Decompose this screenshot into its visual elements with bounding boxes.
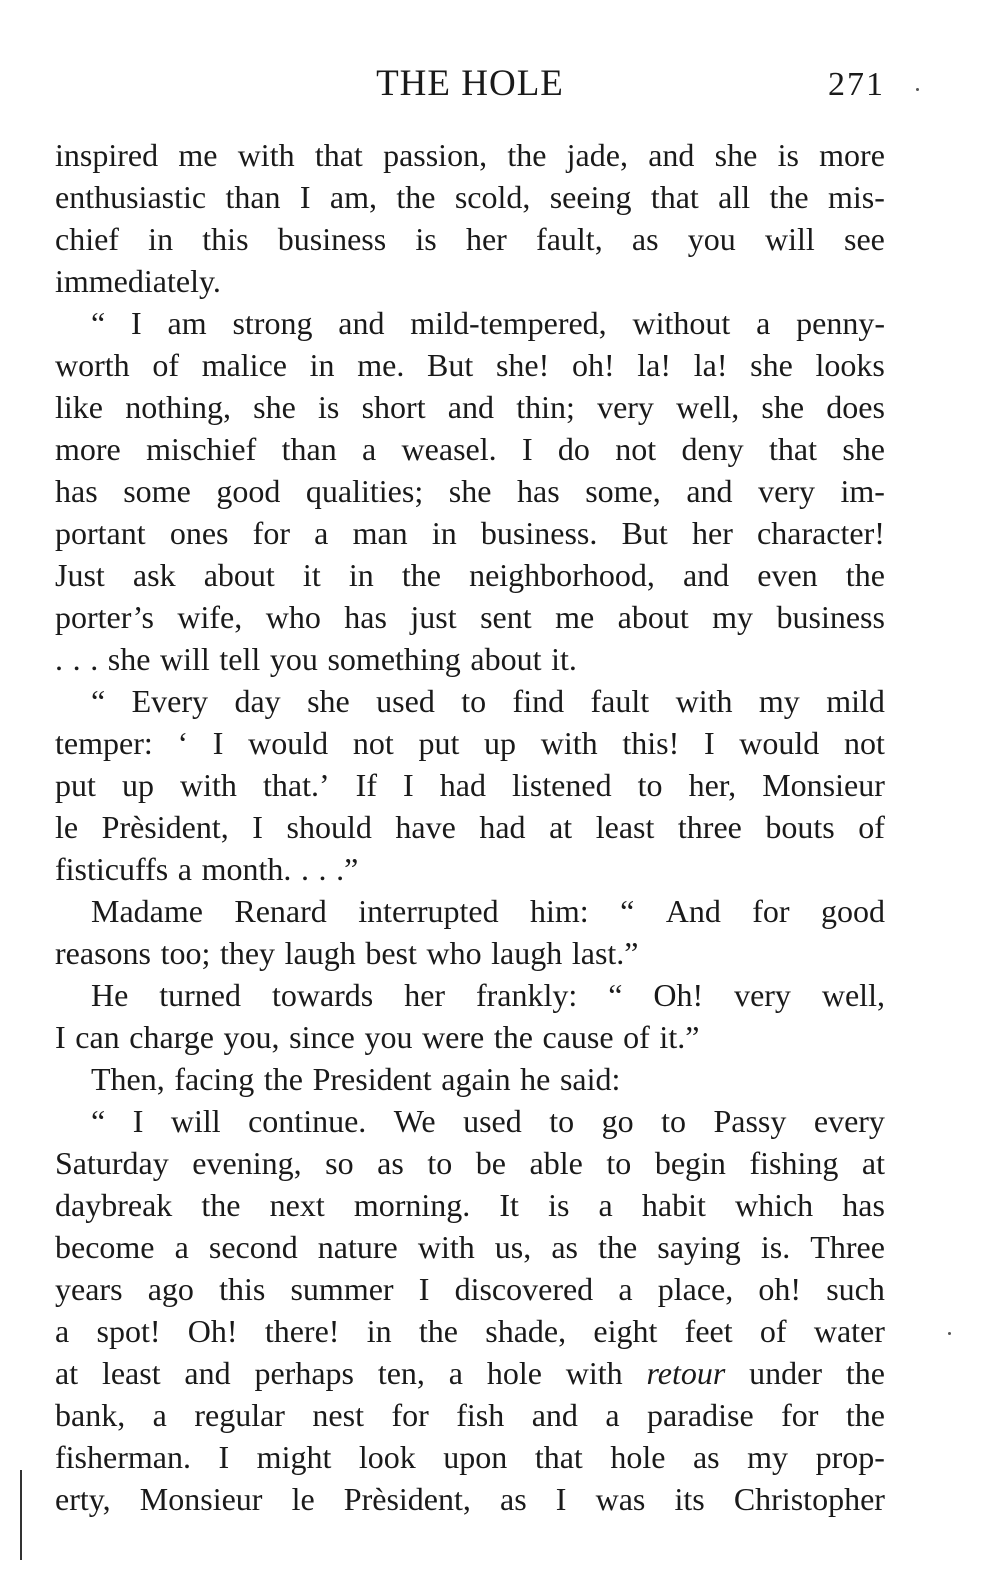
text-line: put up with that.’ If I had listened to her, Monsieur bbox=[55, 767, 885, 803]
text-line: worth of malice in me. But she! oh! la! la! she looks bbox=[55, 347, 885, 383]
page-speck bbox=[948, 1332, 951, 1335]
text-line: years ago this summer I discovered a place, oh! such bbox=[55, 1271, 885, 1307]
text-line: “ I will continue. We used to go to Passy every bbox=[91, 1103, 885, 1139]
text-line: bank, a regular nest for fish and a paradise for the bbox=[55, 1397, 885, 1433]
text-line: “ I am strong and mild-tempered, without a penny- bbox=[91, 305, 885, 341]
text-line: has some good qualities; she has some, and very im- bbox=[55, 473, 885, 509]
text-line: He turned towards her frankly: “ Oh! very well, bbox=[91, 977, 885, 1013]
margin-rule bbox=[20, 1470, 22, 1560]
text-line: temper: ‘ I would not put up with this! I would not bbox=[55, 725, 885, 761]
page-speck bbox=[916, 88, 919, 91]
text-line: “ Every day she used to find fault with my mild bbox=[91, 683, 885, 719]
text-line: Then, facing the President again he said: bbox=[91, 1061, 621, 1097]
text-line: Saturday evening, so as to be able to begin fishing at bbox=[55, 1145, 885, 1181]
body-text bbox=[55, 134, 885, 1520]
text-line: Madame Renard interrupted him: “ And for good bbox=[91, 893, 885, 929]
running-title: THE HOLE bbox=[376, 63, 564, 104]
page-number: 271 bbox=[828, 66, 885, 103]
text-line: porter’s wife, who has just sent me about my business bbox=[55, 599, 885, 635]
text-line: a spot! Oh! there! in the shade, eight feet of water bbox=[55, 1313, 885, 1349]
text-line: become a second nature with us, as the saying is. Three bbox=[55, 1229, 885, 1265]
text-line: Just ask about it in the neighborhood, and even the bbox=[55, 557, 885, 593]
text-line: le Prèsident, I should have had at least three bouts of bbox=[55, 809, 885, 845]
text-line: immediately. bbox=[55, 263, 221, 299]
text-line: reasons too; they laugh best who laugh last.” bbox=[55, 935, 639, 971]
text-line: . . . she will tell you something about it. bbox=[55, 641, 577, 677]
text-line: portant ones for a man in business. But her character! bbox=[55, 515, 885, 551]
text-line: inspired me with that passion, the jade, and she is more bbox=[55, 137, 885, 173]
text-line: erty, Monsieur le Prèsident, as I was its Christopher bbox=[55, 1481, 885, 1517]
text-line: at least and perhaps ten, a hole with retour under the bbox=[55, 1355, 885, 1391]
page-header bbox=[55, 62, 885, 112]
text-line: daybreak the next morning. It is a habit which has bbox=[55, 1187, 885, 1223]
text-line: fisherman. I might look upon that hole as my prop- bbox=[55, 1439, 885, 1475]
text-line: more mischief than a weasel. I do not deny that she bbox=[55, 431, 885, 467]
text-line: enthusiastic than I am, the scold, seeing that all the mis- bbox=[55, 179, 885, 215]
text-line: chief in this business is her fault, as you will see bbox=[55, 221, 885, 257]
text-line: like nothing, she is short and thin; very well, she does bbox=[55, 389, 885, 425]
text-line: I can charge you, since you were the cause of it.” bbox=[55, 1019, 700, 1055]
text-line: fisticuffs a month. . . .” bbox=[55, 851, 359, 887]
